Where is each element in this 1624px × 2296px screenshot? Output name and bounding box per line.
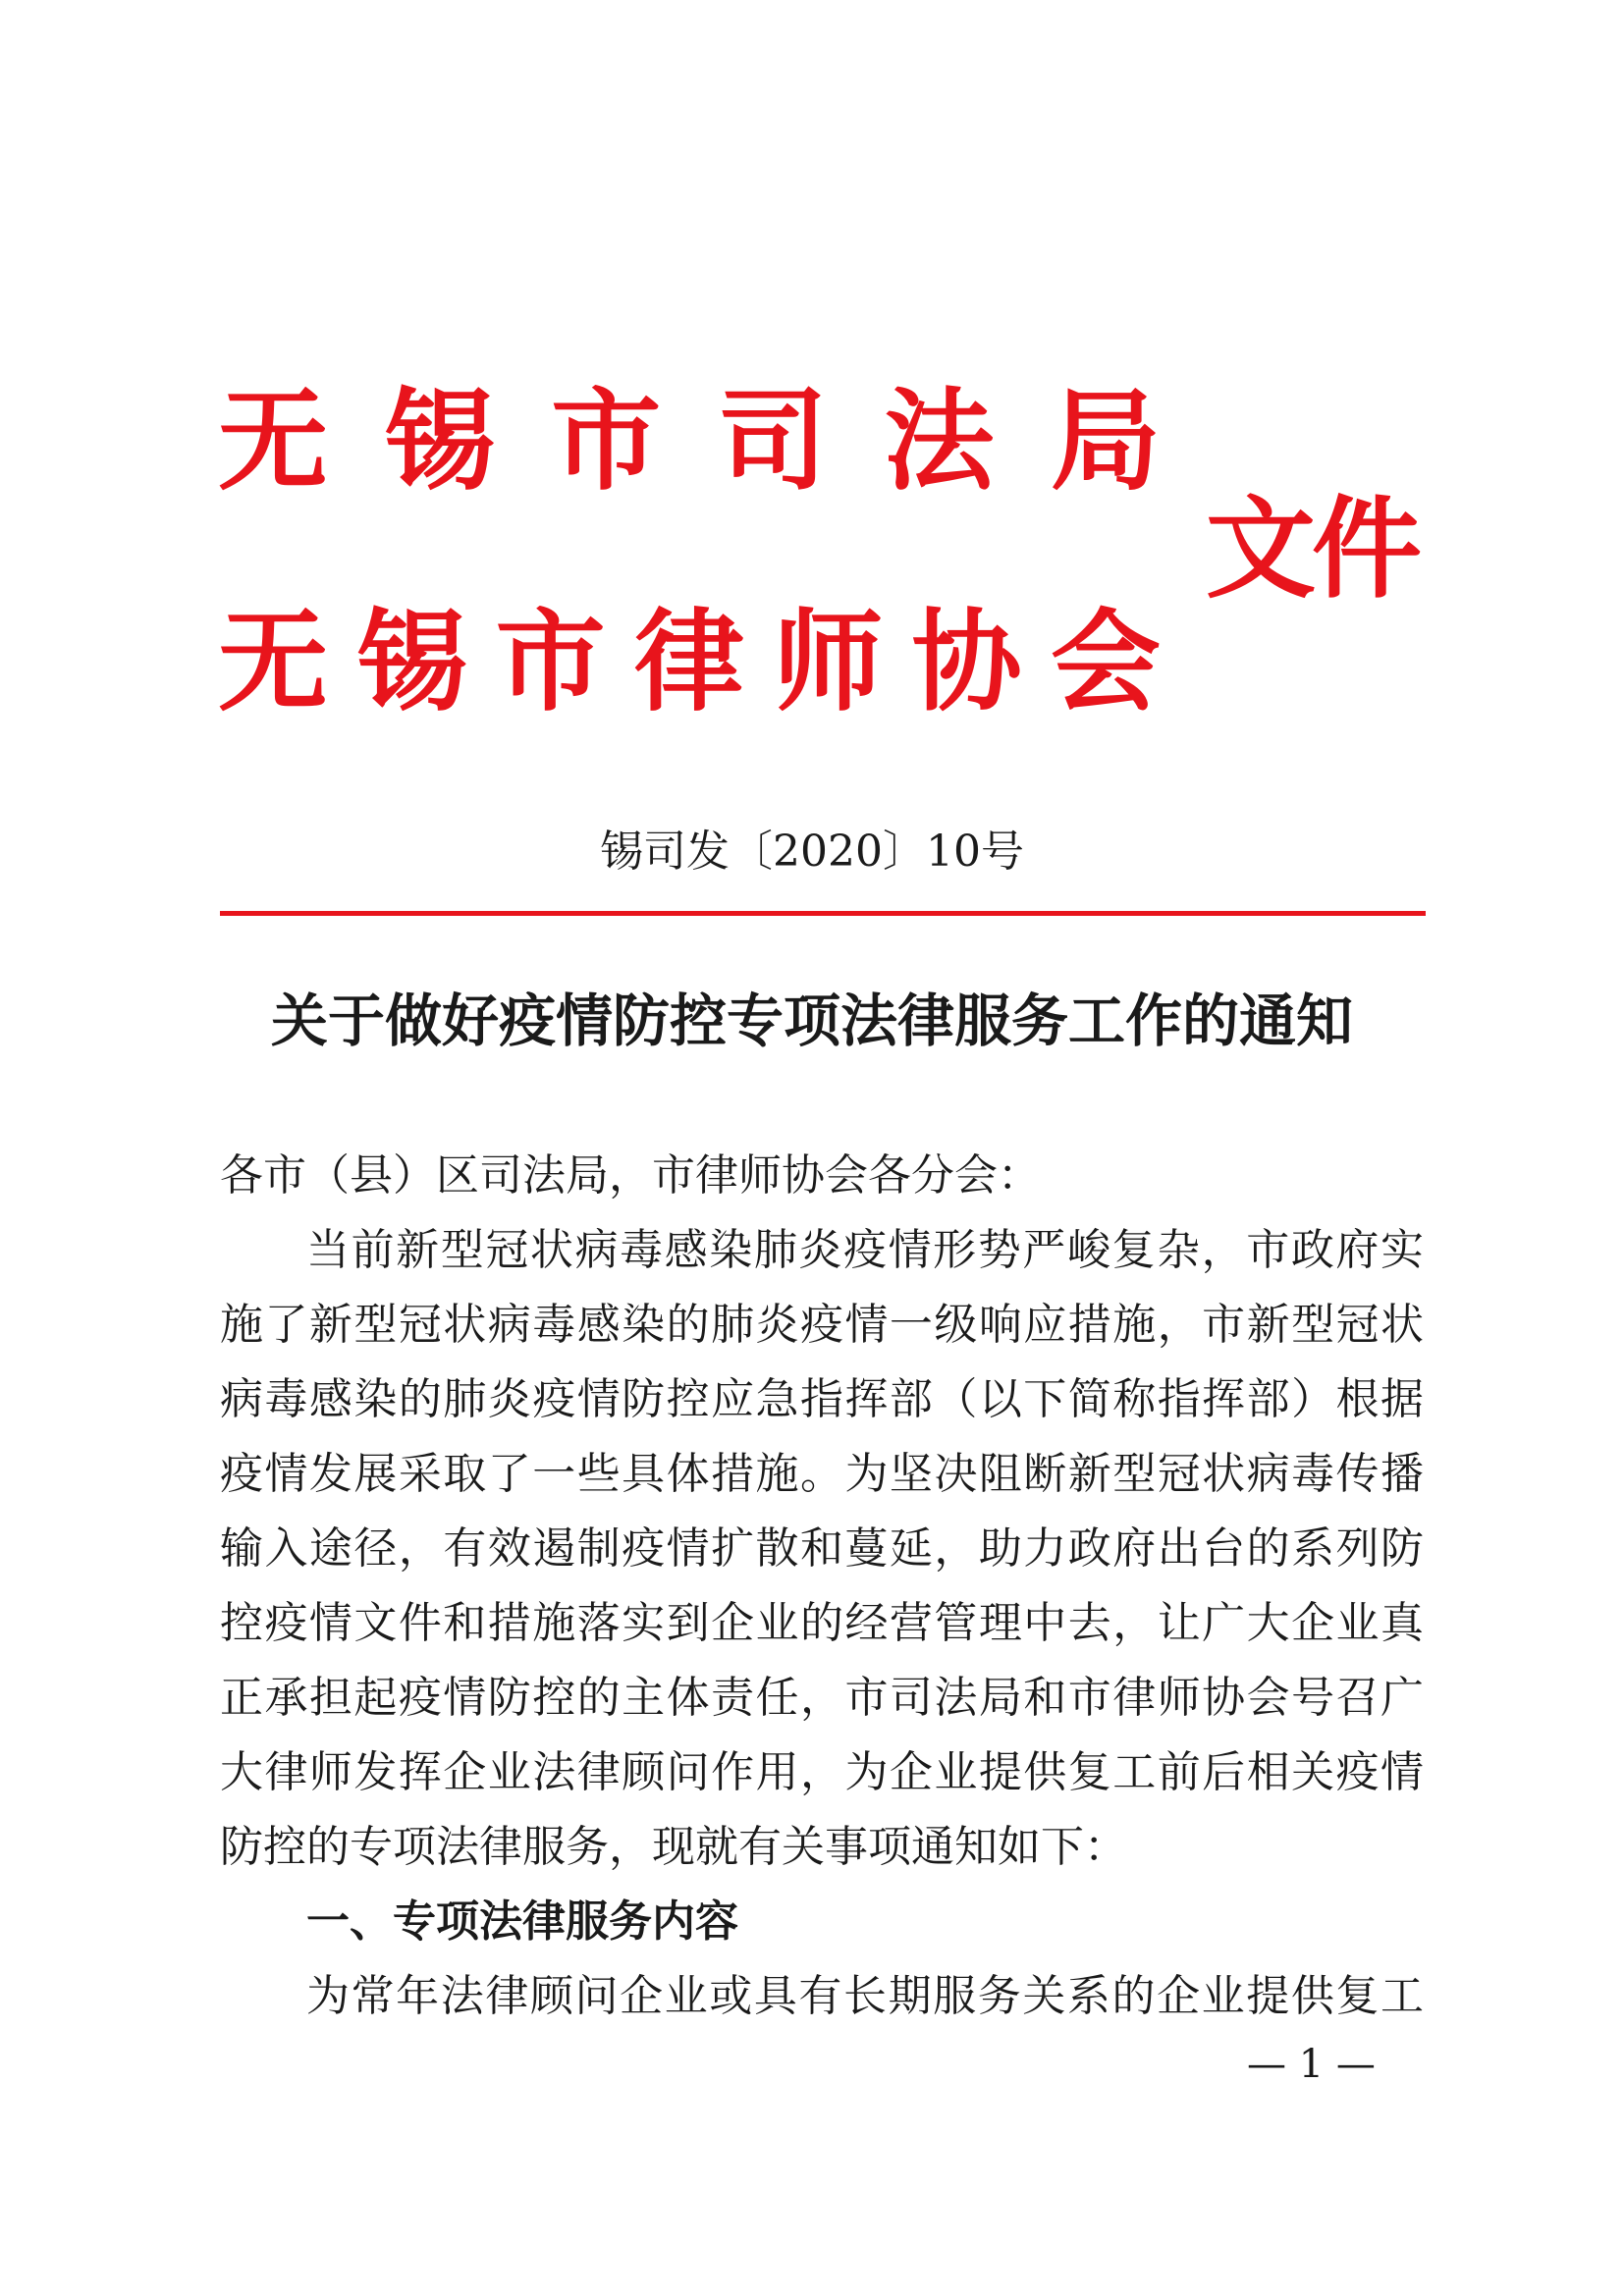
paragraph-line: 施了新型冠状病毒感染的肺炎疫情一级响应措施，市新型冠状: [220, 1300, 1424, 1350]
page-number: — 1 —: [1247, 2042, 1376, 2087]
paragraph-line: 当前新型冠状病毒感染肺炎疫情形势严峻复杂，市政府实: [306, 1225, 1424, 1275]
paragraph-line: 疫情发展采取了一些具体措施。为坚决阻断新型冠状病毒传播: [220, 1449, 1424, 1499]
issuer-char: 市: [551, 378, 662, 506]
red-divider-line: [220, 911, 1426, 916]
issuer-char: 协: [911, 599, 1022, 726]
issuer-char: 无: [218, 599, 328, 726]
issuer-char: 会: [1050, 599, 1161, 726]
paragraph-line: 防控的专项法律服务，现就有关事项通知如下：: [220, 1822, 1127, 1872]
paragraph-1: [220, 1213, 1424, 1885]
issuer-char: 法: [884, 378, 995, 506]
paragraph-line: 大律师发挥企业法律顾问作用，为企业提供复工前后相关疫情: [220, 1747, 1424, 1797]
paragraph-line: 控疫情文件和措施落实到企业的经营管理中去，让广大企业真: [220, 1598, 1424, 1648]
paragraph-line: 病毒感染的肺炎疫情防控应急指挥部（以下简称指挥部）根据: [220, 1374, 1424, 1424]
paragraph-2: [220, 1959, 1424, 2034]
issuer-char: 无: [218, 378, 328, 506]
issuer-char: 律: [633, 599, 744, 726]
document-title: 关于做好疫情防控专项法律服务工作的通知: [270, 988, 1353, 1054]
issuer-char: 锡: [356, 599, 467, 726]
paragraph-line: 输入途径，有效遏制疫情扩散和蔓延，助力政府出台的系列防: [220, 1523, 1424, 1574]
section-heading: 一、专项法律服务内容: [306, 1896, 738, 1947]
issuer-char: 市: [495, 599, 606, 726]
paragraph-line: 为常年法律顾问企业或具有长期服务关系的企业提供复工: [306, 1971, 1424, 2021]
issuer-char: 师: [773, 599, 884, 726]
issuer-line-lawyers-association: [218, 599, 1161, 726]
issuer-char: 司: [717, 378, 828, 506]
issuer-char: 局: [1050, 378, 1161, 506]
document-number: 锡司发〔2020〕10号: [600, 827, 1024, 877]
document-type-label: 文件: [1206, 486, 1418, 614]
paragraph-line: 正承担起疫情防控的主体责任，市司法局和市律师协会号召广: [220, 1673, 1424, 1723]
salutation: 各市（县）区司法局，市律师协会各分会：: [220, 1150, 1041, 1201]
issuer-line-justice-bureau: [218, 378, 1161, 506]
issuer-char: 锡: [384, 378, 495, 506]
